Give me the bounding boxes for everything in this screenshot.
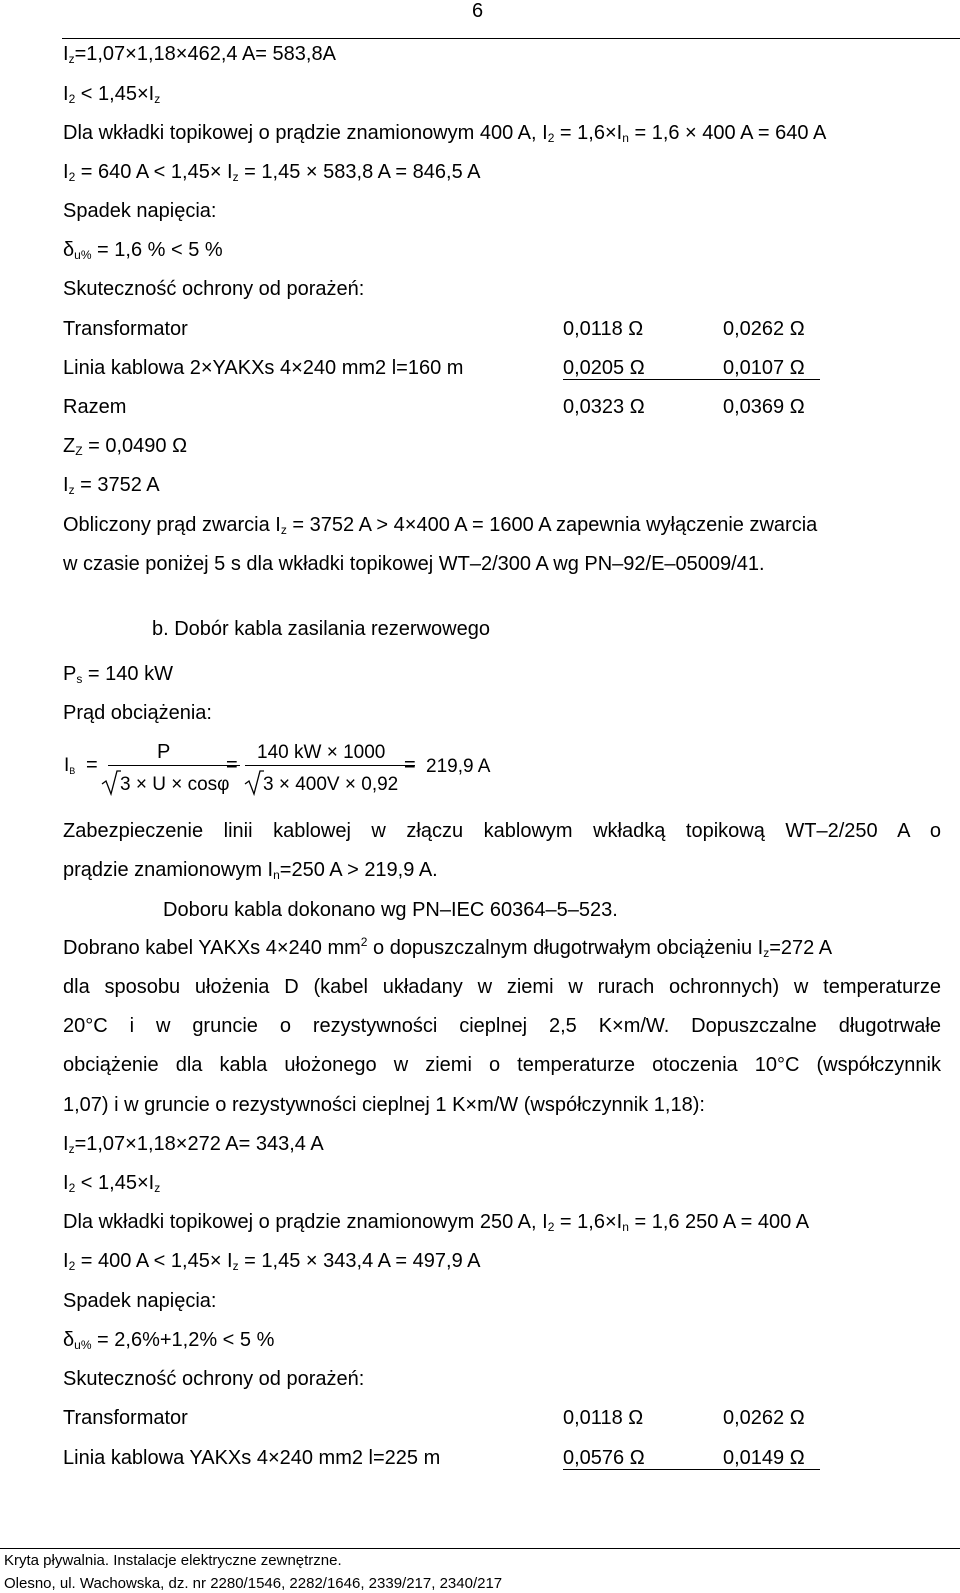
line-ps: $P_s = 140$ kW: [63, 663, 173, 686]
line-coefficients: 1,07) i w gruncie o rezystywności cieplnej 1 K×m/W (współczynnik 1,18):: [63, 1094, 705, 1116]
fraction-bar: [108, 765, 240, 766]
section-heading: b. Dobór kabla zasilania rezerwowego: [152, 618, 490, 640]
line-iz-calc: $I_z=1,07\times 1,18\times 462,4$ A= 583,8A: [63, 43, 336, 66]
line-iz-calc-2: $I_z=1,07\times 1,18\times 272$ A= 343,4 A: [63, 1133, 324, 1156]
line-cable-chosen: Dobrano kabel YAKXs 4×240 $mm^2$ o dopuszczalnym długotrwałym obciążeniu $I_z=272$ A: [63, 935, 833, 960]
line-fuse-400: Dla wkładki topikowej o prądzie znamionowym 400 A, $I_2 = 1,6\times I_n = 1,6 \times 400$ A = 640 A: [63, 122, 827, 145]
sum-underline: [563, 1469, 820, 1470]
formula-denominator-2: 3 × 400V × 0,92: [263, 774, 399, 795]
table-cell-x: 0,0107 Ω: [723, 357, 805, 379]
line-voltage-drop-label-2: Spadek napięcia:: [63, 1290, 217, 1312]
line-protection-label: Skuteczność ochrony od porażeń:: [63, 278, 365, 300]
line-laying: dla sposobu ułożenia D (kabel układany w ziemi w rurach ochronnych) w temperaturze: [63, 976, 941, 998]
table-row-transformer-label: Transformator: [63, 1407, 188, 1429]
formula-eq: =: [404, 754, 416, 776]
table-cell-r: 0,0576 Ω: [563, 1447, 645, 1469]
fraction-bar: [245, 765, 415, 766]
line-load-label: Prąd obciążenia:: [63, 702, 212, 724]
table-cell-x: 0,0262 Ω: [723, 318, 805, 340]
formula-numerator-2: 140 kW × 1000: [257, 742, 386, 763]
footer-address: Olesno, ul. Wachowska, dz. nr 2280/1546, 2282/1646, 2339/217, 2340/217: [4, 1575, 503, 1592]
line-voltage-drop-label: Spadek napięcia:: [63, 200, 217, 222]
line-i2-condition-2: $I_2 < 1,45\times I_z$: [63, 1172, 161, 1195]
table-cell-r: 0,0118 Ω: [563, 318, 644, 340]
formula-denominator-1: 3 × U × cosφ: [120, 774, 230, 795]
line-zz: $Z_Z = 0,0490$ Ω: [63, 435, 188, 458]
line-nominal-current: prądzie znamionowym $I_n=250$ A > 219,9 A.: [63, 859, 438, 882]
table-cell-r: 0,0323 Ω: [563, 396, 645, 418]
line-time: w czasie poniżej 5 s dla wkładki topikowej WT–2/300 A wg PN–92/E–05009/41.: [63, 553, 765, 575]
line-standard: Doboru kabla dokonano wg PN–IEC 60364–5–523.: [163, 899, 618, 921]
table-cell-x: 0,0262 Ω: [723, 1407, 805, 1429]
table-cell-x: 0,0149 Ω: [723, 1447, 805, 1469]
line-i2-check-2: $I_2 = 400$ $A < 1,45\times I_z = 1,45 \times 343,4$ A = 497,9 A: [63, 1250, 481, 1273]
table-row-transformer-label: Transformator: [63, 318, 188, 340]
line-voltage-drop: $\delta_{u\%} = 1,6$ % < 5 %: [63, 239, 223, 262]
sum-underline: [563, 379, 820, 380]
line-i2-condition: $I_2 < 1,45\times I_z$: [63, 83, 161, 106]
line-fuse-250: Dla wkładki topikowej o prądzie znamionowym 250 A, $I_2 = 1,6\times I_n = 1,6$ 250 A = 400 A: [63, 1211, 810, 1234]
table-row-cable-label: Linia kablowa YAKXs 4×240 mm2 l=225 m: [63, 1447, 441, 1469]
page-number: 6: [472, 0, 484, 22]
table-cell-r: 0,0205 Ω: [563, 357, 645, 379]
footer-rule: [0, 1548, 960, 1549]
line-voltage-drop-2: $\delta_{u\%} = 2,6\%+1,2\% < 5$ %: [63, 1329, 275, 1352]
formula-eq: =: [86, 754, 98, 776]
line-short-circuit: Obliczony prąd zwarcia $I_z = 3752$ A > 4×400 A = 1600 A zapewnia wyłączenie zwarcia: [63, 514, 818, 537]
line-iz-short: $I_z = 3752$ A: [63, 474, 160, 497]
line-i2-check: $I_2 = 640$ $A < 1,45\times I_z = 1,45 \times 583,8$ A = 846,5 A: [63, 161, 481, 184]
table-row-cable-label: Linia kablowa 2×YAKXs 4×240 mm2 l=160 m: [63, 357, 464, 379]
table-cell-x: 0,0369 Ω: [723, 396, 805, 418]
table-cell-r: 0,0118 Ω: [563, 1407, 644, 1429]
line-load-temp: obciążenie dla kabla ułożonego w ziemi o temperaturze otoczenia 10°C (współczynnik: [63, 1054, 941, 1076]
line-protection-fuse: Zabezpieczenie linii kablowej w złączu kablowym wkładką topikową WT–2/250 A o: [63, 820, 941, 842]
sqrt-icon: [244, 770, 264, 796]
sqrt-icon: [101, 770, 121, 796]
footer-title: Kryta pływalnia. Instalacje elektryczne zewnętrzne.: [4, 1552, 342, 1569]
formula-numerator-p: P: [157, 741, 171, 763]
header-rule: [62, 38, 960, 39]
line-protection-label-2: Skuteczność ochrony od porażeń:: [63, 1368, 365, 1390]
formula-eq: =: [226, 754, 238, 776]
line-soil: 20°C i w gruncie o rezystywności cieplnej 2,5 K×m/W. Dopuszczalne długotrwałe: [63, 1015, 941, 1037]
formula-ib-symbol: $I_B$: [64, 755, 76, 776]
table-row-total-label: Razem: [63, 396, 127, 418]
formula-result: 219,9 A: [426, 756, 491, 777]
